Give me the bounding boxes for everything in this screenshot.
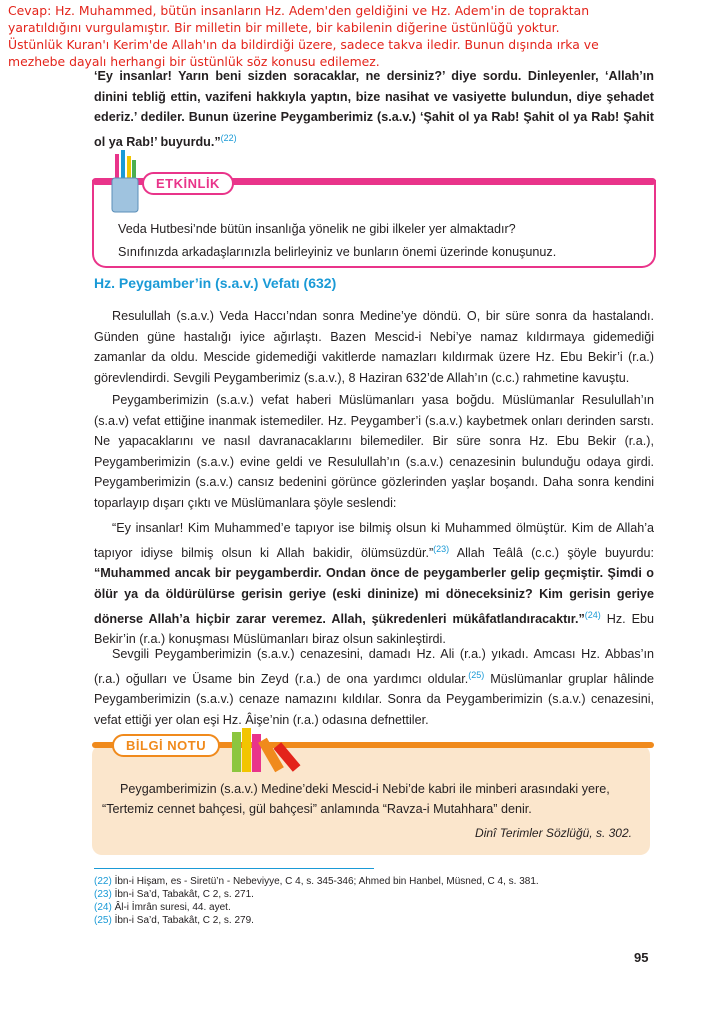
footnote-text: Âl-i İmrân suresi, 44. ayet. <box>111 902 231 913</box>
footnote-number: (23) <box>94 889 112 900</box>
paragraph-1: Resulullah (s.a.v.) Veda Haccı’ndan sonra Medine’ye döndü. O, bir süre sonra da hastalandı. Günden güne hastalığı iyice ağırlaştı. Bazen Mescid-i Nebi’ye namaz kıldırmaya gidemediği zamanlar da oldu. Mescide gidemediği vakitlerde namazları kıldırmak üzere Hz. Ebu Bekir’i (r.a.) görevlendirdi. Sevgili Peygamberimiz (s.a.v.), 8 Haziran 632’de Allah’ın (c.c.) rahmetine kavuştu. <box>94 309 654 385</box>
abu-bakr-quote: “Ey insanlar! Kim Muhammed’e tapıyor ise bilmiş olsun ki Muhammed ölmüştür. Kim de Allah’a tapıyor idiyse bilmiş olsun ki Allah bakidir, ölümsüzdür.” <box>94 521 654 560</box>
footnote-item <box>94 875 694 888</box>
footnote-ref: (23) <box>433 543 450 554</box>
paragraph-3-text: Allah Teâlâ (c.c.) şöyle buyurdu: <box>449 545 654 560</box>
paragraph-3 <box>94 518 654 650</box>
answer-text: Cevap: Hz. Muhammed, bütün insanların Hz. Adem'den geldiğini ve Hz. Adem'in de topraktan yaratıldığını vurgulamıştır. Bir milletin bir millete, bir kabilenin diğerine üstünlüğü yoktur. Üstünlük Kuran'ı Kerim'de Allah'ın da bildirdiği üzere, sadece takva iledir. Bunun dışında ırka ve mezhebe dayalı herhangi bir üstünlük söz konusu edilemez. <box>8 3 599 69</box>
info-note-label: BİLGİ NOTU <box>112 734 220 757</box>
footnote-divider <box>94 868 374 869</box>
quote-intro <box>94 66 654 153</box>
info-note-line2: “Tertemiz cennet bahçesi, gül bahçesi” anlamında “Ravza-i Mutahhara” denir. <box>102 802 532 816</box>
activity-instruction: Sınıfınızda arkadaşlarınızla belirleyiniz ve bunların önemi üzerinde konuşunuz. <box>118 245 557 259</box>
paragraph-4 <box>94 644 654 731</box>
footnote-number: (22) <box>94 876 112 887</box>
quote-intro-text: ‘Ey insanlar! Yarın beni sizden soracaklar, ne dersiniz?’ diye sordu. Dinleyenler, ‘Allah’ın dinini tebliğ ettin, vazifeni hakkıyla yaptın, bize nasihat ve vasiyette bulundun, diye şehadet ederiz.’ dediler. Bunun üzerine Peygamberimiz (s.a.v.) ‘Şahit ol ya Rab! Şahit ol ya Rab! Şahit ol ya Rab!’ buyurdu.” <box>94 69 654 149</box>
activity-label: ETKİNLİK <box>142 172 234 195</box>
paragraph-4-end: Müslümanlar gruplar hâlinde Peygamberimizin (s.a.v.) cenaze namazını kıldılar. Sonra da Peygamberimizin (s.a.v.) cenazesini, vefat ettiği yer olan eşi Hz. Âişe’nin (r.a.) odasına defnettiler. <box>94 671 655 727</box>
paragraph-4-text: Sevgili Peygamberimizin (s.a.v.) cenazesini, damadı Hz. Ali (r.a.) yıkadı. Amcası Hz. Abbas’ın (r.a.) oğulları ve Üsame bin Zeyd (r.a.) de ona yardımcı oldular. <box>94 647 654 686</box>
quran-quote: “Muhammed ancak bir peygamberdir. Ondan önce de peygamberler gelip geçmiştir. Şimdi o ölür ya da öldürülürse gerisin geriye (eski dininize) mi döneceksiniz? Kim gerisin geriye dönerse Allah’a hiçbir zarar veremez. Allah, şükredenleri mükâfatlandıracaktır.” <box>94 566 654 626</box>
info-note-source: Dinî Terimler Sözlüğü, s. 302. <box>475 826 632 840</box>
footnote-text: İbn-i Hişam, es - Siretü’n - Nebeviyye, C 4, s. 345-346; Ahmed bin Hanbel, Müsned, C 4, s. 381. <box>111 876 539 887</box>
footnote-ref: (25) <box>468 669 485 680</box>
activity-question: Veda Hutbesi’nde bütün insanlığa yönelik ne gibi ilkeler yer almaktadır? <box>118 222 516 236</box>
page-number: 95 <box>634 950 649 965</box>
footnote-text: İbn-i Sa’d, Tabakât, C 2, s. 279. <box>111 915 254 926</box>
footnote-item <box>94 888 694 901</box>
footnote-number: (25) <box>94 915 112 926</box>
books-icon <box>230 728 306 774</box>
footnote-ref: (22) <box>220 132 237 143</box>
footnote-item <box>94 914 694 927</box>
footnote-number: (24) <box>94 902 112 913</box>
pencil-cup-icon <box>106 150 142 214</box>
footnote-item <box>94 901 694 914</box>
info-note-line1: Peygamberimizin (s.a.v.) Medine’deki Mescid-i Nebi’de kabri ile minberi arasındaki yere, <box>120 782 610 796</box>
footnote-ref: (24) <box>584 609 601 620</box>
paragraph-3-end: Hz. Ebu Bekir’in (r.a.) konuşması Müslümanları biraz olsun sakinleştirdi. <box>94 611 655 647</box>
paragraph-2: Peygamberimizin (s.a.v.) vefat haberi Müslümanları yasa boğdu. Müslümanlar Resulullah’ın (s.a.v) vefat ettiğine inanmak istemediler. Hz. Peygamber’i (s.a.v.) kaybetmek onları derinden sarstı. Ne yapacaklarını ve nasıl davranacaklarını bilemediler. Bir süre sonra Hz. Ebu Bekir (r.a.), Peygamberimizin (s.a.v.) evine geldi ve Resulullah’ın (s.a.v.) cenazesinin bulunduğu odaya girdi. Peygamberimizin (s.a.v.) cansız bedenini görünce gözlerinden yaşlar boşandı. Daha sonra kendini toparlayıp dışarı çıktı ve Müslümanlara şöyle seslendi: <box>94 393 654 510</box>
section-title: Hz. Peygamber’in (s.a.v.) Vefatı (632) <box>94 275 337 291</box>
footnote-text: İbn-i Sa’d, Tabakât, C 2, s. 271. <box>111 889 254 900</box>
